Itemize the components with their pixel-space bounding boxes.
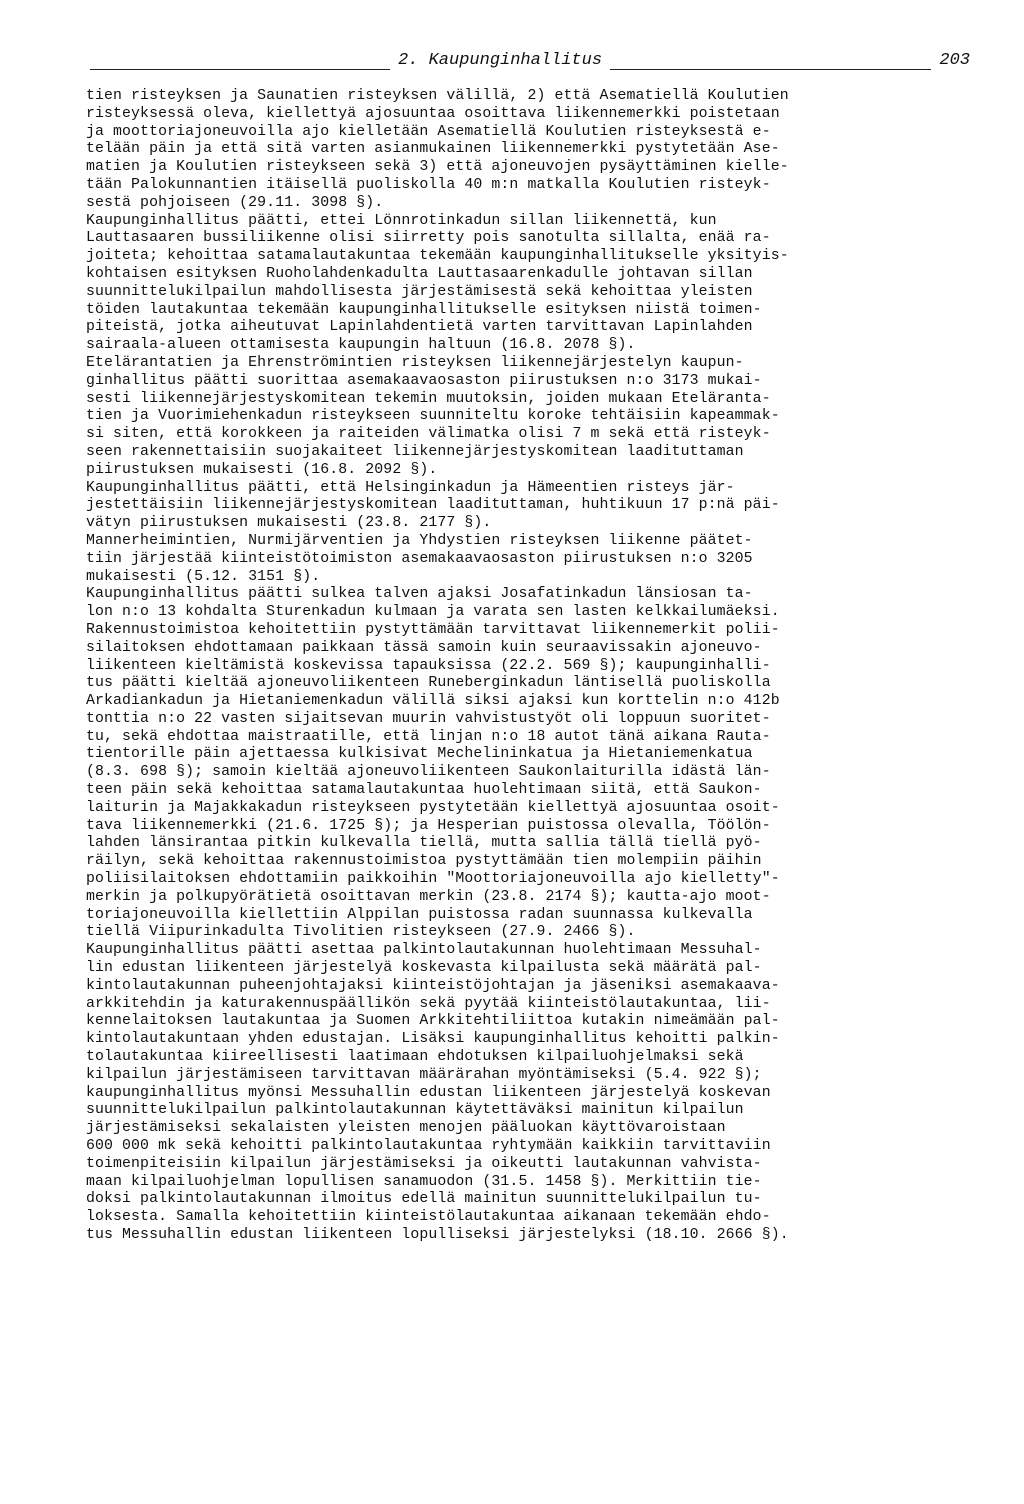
page-header [90, 50, 970, 72]
text-line: sairaala-alueen ottamisesta kaupungin haltuun (16.8. 2078 §). [86, 335, 636, 354]
text-line: mukaisesti (5.12. 3151 §). [86, 566, 321, 585]
text-line: sestä pohjoiseen (29.11. 3098 §). [86, 192, 384, 211]
text-line: suunnittelukilpailun palkintolautakunnan käytettäväksi mainitun kilpailun [86, 1100, 744, 1119]
page-number: 203 [931, 50, 970, 72]
text-line: kilpailun järjestämiseen tarvittavan määrärahan myöntämiseksi (5.4. 922 §); [86, 1064, 762, 1083]
running-title: 2. Kaupunginhallitus [390, 50, 610, 72]
text-line: kaupunginhallitus myönsi Messuhallin edustan liikenteen järjestelyä koskevan [86, 1082, 771, 1101]
text-line: Mannerheimintien, Nurmijärventien ja Yhdystien risteyksen liikenne päätet- [86, 530, 753, 549]
text-line: loksesta. Samalla kehoitettiin kiinteistölautakuntaa aikanaan tekemään ehdo- [86, 1207, 771, 1226]
text-line: töiden lautakuntaa tekemään kaupunginhallitukselle esityksen niistä toimen- [86, 299, 762, 318]
text-line: tiin järjestää kiinteistötoimiston asemakaavaosaston piirustuksen n:o 3205 [86, 548, 753, 567]
text-line: (8.3. 698 §); samoin kieltää ajoneuvoliikenteen Saukonlaiturilla idästä län- [86, 762, 771, 781]
text-line: Arkadiankadun ja Hietaniemenkadun välillä siksi ajaksi kun korttelin n:o 412b [86, 691, 780, 710]
text-line: kintolautakuntaan yhden edustajan. Lisäksi kaupunginhallitus kehoitti palkin- [86, 1029, 780, 1048]
text-line: järjestämiseksi sekalaisten yleisten menojen pääluokan käyttövaroistaan [86, 1118, 726, 1137]
text-line: tus Messuhallin edustan liikenteen lopulliseksi järjestelyksi (18.10. 2666 §). [86, 1225, 789, 1243]
text-line: räilyn, sekä kehoittaa rakennustoimistoa pystyttämään tien molempiin päihin [86, 851, 762, 870]
text-line: kennelaitoksen lautakuntaa ja Suomen Arkkitehtiliittoa kutakin nimeämään pal- [86, 1011, 780, 1030]
body-text [86, 87, 986, 1244]
text-line: tien risteyksen ja Saunatien risteyksen välillä, 2) että Asematiellä Koulutien [86, 86, 789, 104]
text-line: kintolautakunnan puheenjohtajaksi kiinteistöjohtajan ja jäseniksi asemakaava- [86, 975, 780, 994]
text-line: lon n:o 13 kohdalta Sturenkadun kulmaan ja varata sen lasten kelkkailumäeksi. [86, 602, 780, 621]
text-line: Kaupunginhallitus päätti sulkea talven ajaksi Josafatinkadun länsiosan ta- [86, 584, 753, 603]
text-line: Etelärantatien ja Ehrenströmintien risteyksen liikennejärjestelyn kaupun- [86, 352, 744, 371]
text-line: Lauttasaaren bussiliikenne olisi siirretty pois sanotulta sillalta, enää ra- [86, 228, 771, 247]
text-line: tava liikennemerkki (21.6. 1725 §); ja Hesperian puistossa olevalla, Töölön- [86, 815, 771, 834]
text-line: tientorille päin ajettaessa kulkisivat Mechelininkatua ja Hietaniemenkatua [86, 744, 753, 763]
text-line: matien ja Koulutien risteykseen sekä 3) että ajoneuvojen pysäyttäminen kielle- [86, 157, 789, 176]
text-line: piteistä, jotka aiheutuvat Lapinlahdentietä varten tarvittavan Lapinlahden [86, 317, 753, 336]
text-line: suunnittelukilpailun mahdollisesta järjestämisestä sekä kehoittaa yleisten [86, 281, 753, 300]
text-line: arkkitehdin ja katurakennuspäällikön sekä pyytää kiinteistölautakuntaa, lii- [86, 993, 771, 1012]
text-line: piirustuksen mukaisesti (16.8. 2092 §). [86, 459, 438, 478]
text-line: poliisilaitoksen ehdottamiin paikkoihin "Moottoriajoneuvoilla ajo kielletty"- [86, 869, 780, 888]
text-line: lahden länsirantaa pitkin kulkevalla tiellä, mutta sallia tällä tiellä pyö- [86, 833, 762, 852]
text-line: liikenteen kieltämistä koskevissa tapauksissa (22.2. 569 §); kaupunginhalli- [86, 655, 771, 674]
text-line: tus päätti kieltää ajoneuvoliikenteen Runeberginkadun läntisellä puoliskolla [86, 673, 771, 692]
text-line: laiturin ja Majakkakadun risteykseen pystytetään kiellettyä ajosuuntaa osoit- [86, 797, 780, 816]
text-line: maan kilpailuohjelman lopullisen sanamuodon (31.5. 1458 §). Merkittiin tie- [86, 1171, 762, 1190]
text-line: ginhallitus päätti suorittaa asemakaavaosaston piirustuksen n:o 3173 mukai- [86, 370, 762, 389]
text-line: tolautakuntaa kiireellisesti laatimaan ehdotuksen kilpailuohjelmaksi sekä [86, 1047, 744, 1066]
text-line: tään Palokunnantien itäisellä puoliskolla 40 m:n matkalla Koulutien risteyk- [86, 174, 771, 193]
text-line: Rakennustoimistoa kehoitettiin pystyttämään tarvittavat liikennemerkit polii- [86, 619, 780, 638]
text-line: tonttia n:o 22 vasten sijaitsevan muurin vahvistustyöt oli loppuun suoritet- [86, 708, 771, 727]
text-line: jestettäisiin liikennejärjestyskomitean laadituttaman, huhtikuun 17 p:nä päi- [86, 495, 780, 514]
text-line: sesti liikennejärjestyskomitean tekemin muutoksin, joiden mukaan Eteläranta- [86, 388, 771, 407]
text-line: tiellä Viipurinkadulta Tivolitien risteykseen (27.9. 2466 §). [86, 922, 636, 941]
text-line: seen rakennettaisiin suojakaiteet liikennejärjestyskomitean laadituttaman [86, 441, 744, 460]
text-line: tien ja Vuorimiehenkadun risteykseen suunniteltu koroke tehtäisiin kapeammak- [86, 406, 780, 425]
text-line: joiteta; kehoittaa satamalautakuntaa tekemään kaupunginhallitukselle yksityis- [86, 246, 789, 265]
text-line: tu, sekä ehdottaa maistraatille, että linjan n:o 18 autot tänä aikana Rauta- [86, 726, 771, 745]
text-line: kohtaisen esityksen Ruoholahdenkadulta Lauttasaarenkadulle johtavan sillan [86, 263, 753, 282]
text-line: Kaupunginhallitus päätti asettaa palkintolautakunnan huolehtimaan Messuhal- [86, 940, 762, 959]
text-line: teen päin sekä kehoittaa satamalautakuntaa huolehtimaan siitä, että Saukon- [86, 780, 762, 799]
text-line: toriajoneuvoilla kiellettiin Alppilan puistossa radan suunnassa kulkevalla [86, 904, 753, 923]
text-line: silaitoksen ehdottamaan paikkaan tässä samoin kuin seuraavissakin ajoneuvo- [86, 637, 762, 656]
text-line: vätyn piirustuksen mukaisesti (23.8. 2177 §). [86, 513, 492, 532]
text-line: doksi palkintolautakunnan ilmoitus edellä mainitun suunnittelukilpailun tu- [86, 1189, 762, 1208]
text-line: Kaupunginhallitus päätti, että Helsinginkadun ja Hämeentien risteys jär- [86, 477, 735, 496]
text-line: telään päin ja että sitä varten asianmukainen liikennemerkki pystytetään Ase- [86, 139, 780, 158]
text-line: toimenpiteisiin kilpailun järjestämiseksi ja oikeutti lautakunnan vahvista- [86, 1153, 762, 1172]
text-line: ja moottoriajoneuvoilla ajo kielletään Asematiellä Koulutien risteyksestä e- [86, 121, 771, 140]
text-line: lin edustan liikenteen järjestelyä koskevasta kilpailusta sekä määrätä pal- [86, 958, 762, 977]
text-line: si siten, että korokkeen ja raiteiden välimatka olisi 7 m sekä että risteyk- [86, 424, 771, 443]
text-line: merkin ja polkupyörätietä osoittavan merkin (23.8. 2174 §); kautta-ajo moot- [86, 886, 771, 905]
text-line: risteyksessä oleva, kiellettyä ajosuuntaa osoittava liikennemerkki poistetaan [86, 103, 780, 122]
text-line: 600 000 mk sekä kehoitti palkintolautakuntaa ryhtymään kaikkiin tarvittaviin [86, 1136, 771, 1155]
text-line: Kaupunginhallitus päätti, ettei Lönnrotinkadun sillan liikennettä, kun [86, 210, 717, 229]
